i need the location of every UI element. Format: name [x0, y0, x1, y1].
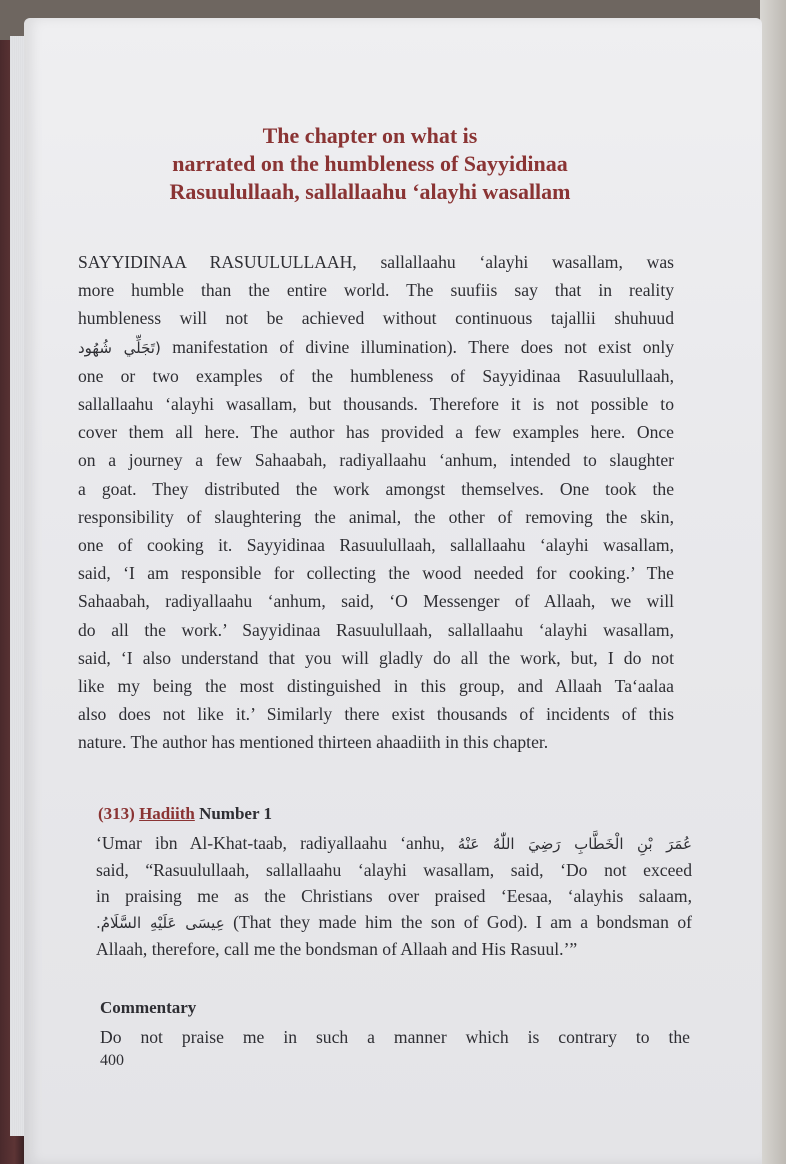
arabic-eesaa-name: عِيسَى عَلَيْهِ السَّلَامُ. [96, 914, 225, 932]
hadith-number: (313) [98, 804, 135, 823]
facing-page-edge [760, 0, 786, 1164]
hadith-line-with-arabic [96, 830, 692, 857]
body-line: SAYYIDINAA RASUULULLAAH, sallallaahu ‘alayhi wasallam, was [78, 252, 674, 272]
chapter-title [80, 122, 660, 206]
body-line: like my being the most distinguished in this group, and Allaah Ta‘aalaa [78, 676, 674, 697]
hadith-word: Hadiith [139, 804, 195, 823]
hadith-line: said, “Rasuulullaah, sallallaahu ‘alayhi wasallam, said, ‘Do not exceed [96, 860, 692, 880]
hadith-line: ‘Umar ibn Al-Khat-taab, radiyallaahu ‘anhu, [96, 833, 445, 853]
body-line: one or two examples of the humbleness of Sayyidinaa Rasuulullaah, [78, 365, 674, 386]
hadith-line: in praising me as the Christians over praised ‘Eesaa, ‘alayhis salaam, [96, 886, 692, 906]
body-line: said, ‘I am responsible for collecting the wood needed for cooking.’ The [78, 563, 674, 584]
chapter-title-line-1: The chapter on what is [262, 123, 478, 148]
hadith-heading-rest: Number 1 [199, 804, 272, 823]
body-line: humbleness will not be achieved without continuous tajallii shuhuud [78, 308, 674, 329]
body-line: a goat. They distributed the work amongst themselves. One took the [78, 478, 674, 499]
hadith-line: (That they made him the son of God). I am a bondsman of [233, 912, 692, 932]
body-line: on a journey a few Sahaabah, radiyallaahu ‘anhum, intended to slaughter [78, 450, 674, 471]
body-line: said, ‘I also understand that you will gladly do all the work, but, I do not [78, 647, 674, 668]
body-line: more humble than the entire world. The suufiis say that in reality [78, 280, 674, 301]
hadith-body [96, 830, 692, 962]
body-line: do all the work.’ Sayyidinaa Rasuulullaah, sallallaahu ‘alayhi wasallam, [78, 619, 674, 640]
body-line: responsibility of slaughtering the animal, the other of removing the skin, [78, 506, 674, 527]
page-number: 400 [100, 1052, 124, 1069]
chapter-title-line-3: Rasuulullaah, sallallaahu ‘alayhi wasallam [169, 179, 571, 204]
body-line: nature. The author has mentioned thirteen ahaadiith in this chapter. [78, 732, 549, 753]
body-line: cover them all here. The author has provided a few examples here. Once [78, 422, 674, 443]
chapter-title-line-2: narrated on the humbleness of Sayyidinaa [172, 151, 568, 176]
arabic-umar-name: عُمَرَ بْنِ الْخَطَّابِ رَضِيَ اللّٰهُ عَنْهُ [457, 835, 693, 853]
body-line: also does not like it.’ Similarly there exist thousands of incidents of this [78, 704, 674, 725]
body-line: manifestation of divine illumination). There does not exist only [172, 336, 675, 357]
arabic-tajallii-shuhuud: (تَجَلِّي شُهُود [78, 338, 161, 357]
body-line: sallallaahu ‘alayhi wasallam, but thousands. Therefore it is not possible to [78, 394, 674, 415]
hadith-line-with-arabic [96, 909, 692, 936]
body-line-with-arabic [78, 333, 674, 362]
commentary-text: Do not praise me in such a manner which is contrary to the [100, 1027, 690, 1047]
body-line: Sahaabah, radiyallaahu ‘anhum, said, ‘O Messenger of Allaah, we will [78, 591, 674, 612]
hadith-line: Allaah, therefore, call me the bondsman of Allaah and His Rasuul.’” [96, 939, 578, 959]
commentary-heading: Commentary [100, 998, 197, 1017]
chapter-body [78, 248, 674, 757]
body-line: one of cooking it. Sayyidinaa Rasuulullaah, sallallaahu ‘alayhi wasallam, [78, 535, 674, 556]
hadith-heading [98, 804, 272, 824]
